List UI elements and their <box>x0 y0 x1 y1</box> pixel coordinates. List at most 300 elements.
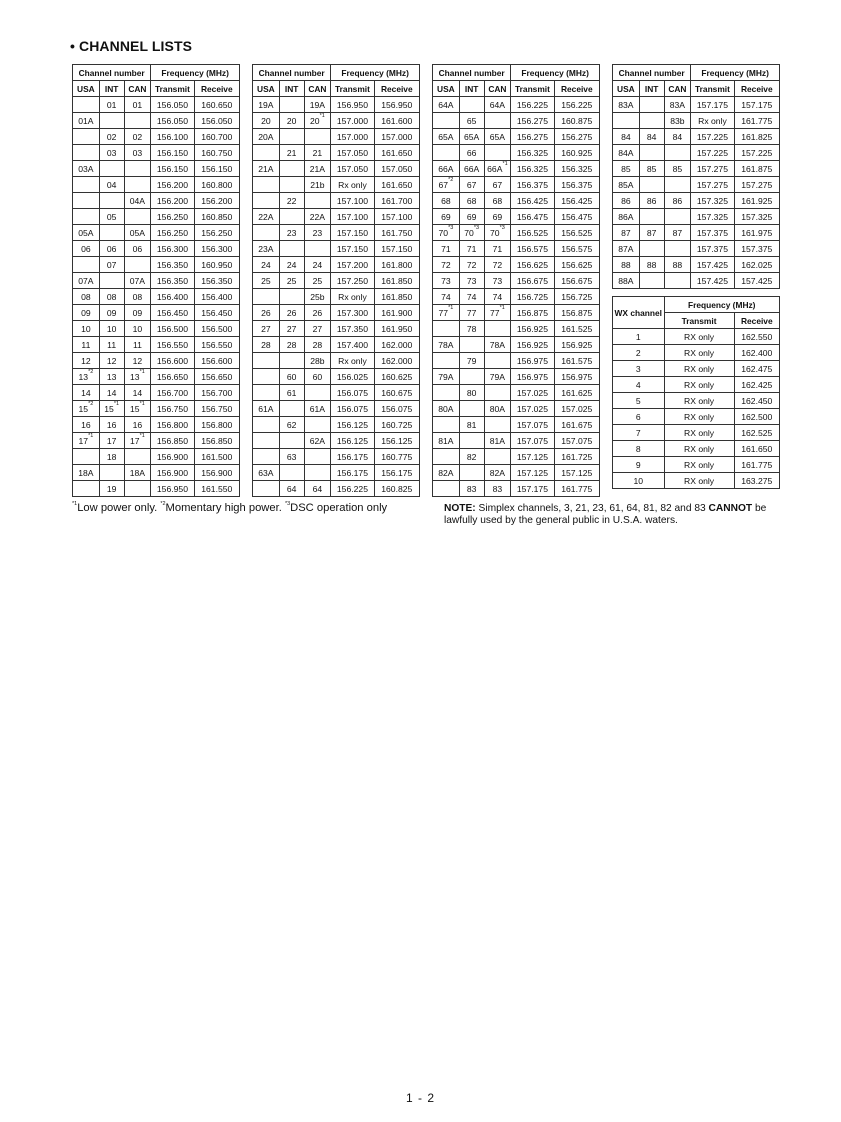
footnote-mark: *2 <box>88 368 94 375</box>
transmit-cell: Rx only <box>331 353 374 369</box>
footnotes <box>72 502 387 514</box>
int-cell <box>639 177 664 193</box>
table-row <box>433 401 600 417</box>
int-cell <box>99 273 124 289</box>
transmit-cell: 156.050 <box>151 113 194 129</box>
receive-cell: 161.675 <box>554 417 599 433</box>
usa-cell: 71 <box>433 241 460 257</box>
usa-cell: 01A <box>73 113 100 129</box>
usa-cell <box>253 145 280 161</box>
int-header: INT <box>99 81 124 97</box>
table-row <box>433 257 600 273</box>
footnote-mark: *1 <box>139 368 145 375</box>
usa-cell <box>253 289 280 305</box>
usa-cell: 23A <box>253 241 280 257</box>
transmit-cell: 156.850 <box>151 433 194 449</box>
receive-cell: 160.625 <box>374 369 419 385</box>
table-row <box>253 161 420 177</box>
int-cell: 79 <box>459 353 484 369</box>
can-cell <box>664 145 691 161</box>
usa-cell: 84A <box>613 145 640 161</box>
receive-cell: 161.650 <box>374 177 419 193</box>
table-gap <box>613 289 780 297</box>
usa-cell <box>253 481 280 497</box>
table-row <box>253 97 420 113</box>
wx-channel-cell: 1 <box>613 329 665 345</box>
can-cell: 61A <box>304 401 331 417</box>
wx-table-row <box>613 361 780 377</box>
usa-cell: 69 <box>433 209 460 225</box>
can-cell <box>484 353 511 369</box>
receive-cell: 157.050 <box>374 161 419 177</box>
receive-cell: 156.850 <box>194 433 239 449</box>
usa-cell <box>73 481 100 497</box>
receive-cell: 156.675 <box>554 273 599 289</box>
can-cell: 78A <box>484 337 511 353</box>
usa-cell <box>73 193 100 209</box>
table-row <box>613 273 780 289</box>
wx-transmit-cell: RX only <box>664 361 734 377</box>
can-cell <box>124 161 151 177</box>
wx-transmit-cell: RX only <box>664 345 734 361</box>
footnote-mark: *3 <box>473 224 480 231</box>
usa-cell: 77$^{*1}$ <box>433 305 460 321</box>
can-cell <box>484 417 511 433</box>
transmit-cell: 156.225 <box>331 481 374 497</box>
int-header: INT <box>639 81 664 97</box>
transmit-cell: 156.150 <box>151 145 194 161</box>
can-cell: 16 <box>124 417 151 433</box>
table-row <box>253 289 420 305</box>
transmit-cell: 157.125 <box>511 449 554 465</box>
int-cell <box>639 209 664 225</box>
can-cell: 25b <box>304 289 331 305</box>
wx-receive-cell: 162.425 <box>734 377 779 393</box>
transmit-cell: 156.100 <box>151 129 194 145</box>
receive-cell: 161.575 <box>554 353 599 369</box>
int-cell <box>639 241 664 257</box>
int-cell: 05 <box>99 209 124 225</box>
receive-cell: 161.625 <box>554 385 599 401</box>
int-cell <box>279 241 304 257</box>
footnote-mark: *1 <box>319 112 325 119</box>
usa-cell <box>433 145 460 161</box>
usa-cell: 27 <box>253 321 280 337</box>
can-cell: 81A <box>484 433 511 449</box>
int-header: INT <box>279 81 304 97</box>
usa-cell <box>73 129 100 145</box>
receive-cell: 160.850 <box>194 209 239 225</box>
int-cell <box>639 145 664 161</box>
table-row <box>253 225 420 241</box>
wx-channel-cell: 10 <box>613 473 665 489</box>
can-cell: 27 <box>304 321 331 337</box>
int-cell: 87 <box>639 225 664 241</box>
usa-cell: 13$^{*2}$ <box>73 369 100 385</box>
transmit-cell: 156.350 <box>151 273 194 289</box>
receive-cell: 156.700 <box>194 385 239 401</box>
can-cell: 69 <box>484 209 511 225</box>
receive-cell: 161.800 <box>374 257 419 273</box>
transmit-cell: 156.250 <box>151 209 194 225</box>
table-row <box>433 241 600 257</box>
table-row <box>73 369 240 385</box>
channel-table-1 <box>72 64 240 497</box>
receive-cell: 161.850 <box>374 273 419 289</box>
receive-cell: 156.900 <box>194 465 239 481</box>
int-cell <box>99 465 124 481</box>
table-row <box>253 321 420 337</box>
transmit-cell: 156.200 <box>151 177 194 193</box>
transmit-cell: 156.275 <box>511 113 554 129</box>
table-row <box>73 209 240 225</box>
int-cell: 12 <box>99 353 124 369</box>
transmit-cell: 156.750 <box>151 401 194 417</box>
can-cell <box>304 385 331 401</box>
usa-cell: 67$^{*2}$ <box>433 177 460 193</box>
wx-table-row <box>613 457 780 473</box>
footnote-mark: *1 <box>139 400 145 407</box>
can-cell: 82A <box>484 465 511 481</box>
usa-cell: 63A <box>253 465 280 481</box>
can-cell <box>124 177 151 193</box>
wx-receive-header: Receive <box>734 313 779 329</box>
int-cell <box>459 401 484 417</box>
table-row <box>613 241 780 257</box>
can-cell: 17$^{*1}$ <box>124 433 151 449</box>
usa-cell <box>73 209 100 225</box>
table-row <box>73 225 240 241</box>
usa-cell <box>433 481 460 497</box>
usa-cell: 73 <box>433 273 460 289</box>
int-cell <box>279 161 304 177</box>
usa-cell: 74 <box>433 289 460 305</box>
transmit-cell: 156.650 <box>151 369 194 385</box>
wx-receive-cell: 162.550 <box>734 329 779 345</box>
can-cell: 24 <box>304 257 331 273</box>
int-cell: 18 <box>99 449 124 465</box>
table-row <box>253 145 420 161</box>
table-row <box>73 161 240 177</box>
transmit-cell: 157.275 <box>691 177 734 193</box>
int-cell: 10 <box>99 321 124 337</box>
int-cell <box>99 225 124 241</box>
usa-cell: 86 <box>613 193 640 209</box>
usa-cell: 08 <box>73 289 100 305</box>
can-cell <box>664 177 691 193</box>
int-cell <box>459 337 484 353</box>
can-cell: 07A <box>124 273 151 289</box>
transmit-cell: 157.300 <box>331 305 374 321</box>
usa-cell: 05A <box>73 225 100 241</box>
receive-header: Receive <box>374 81 419 97</box>
footnote-mark: *2 <box>88 400 94 407</box>
table-row <box>253 113 420 129</box>
receive-cell: 161.700 <box>374 193 419 209</box>
usa-cell: 87A <box>613 241 640 257</box>
footnote-mark: *1 <box>139 432 145 439</box>
table-row <box>613 193 780 209</box>
table-row <box>253 433 420 449</box>
int-cell: 68 <box>459 193 484 209</box>
wx-table-row <box>613 345 780 361</box>
usa-cell: 88A <box>613 273 640 289</box>
int-cell: 23 <box>279 225 304 241</box>
transmit-cell: 156.450 <box>151 305 194 321</box>
table-row <box>73 321 240 337</box>
int-cell <box>279 353 304 369</box>
table-row <box>433 129 600 145</box>
usa-cell <box>253 385 280 401</box>
transmit-cell: 157.325 <box>691 193 734 209</box>
wx-channel-cell: 5 <box>613 393 665 409</box>
table-row <box>73 145 240 161</box>
usa-cell: 09 <box>73 305 100 321</box>
transmit-cell: 156.625 <box>511 257 554 273</box>
transmit-cell: 156.900 <box>151 449 194 465</box>
wx-table-row <box>613 329 780 345</box>
usa-cell: 83A <box>613 97 640 113</box>
can-cell: 85 <box>664 161 691 177</box>
can-cell <box>664 241 691 257</box>
wx-receive-cell: 162.500 <box>734 409 779 425</box>
int-cell: 65A <box>459 129 484 145</box>
int-cell <box>279 129 304 145</box>
usa-cell: 81A <box>433 433 460 449</box>
usa-cell <box>253 449 280 465</box>
int-cell: 19 <box>99 481 124 497</box>
transmit-cell: 157.100 <box>331 209 374 225</box>
int-cell: 65 <box>459 113 484 129</box>
usa-cell: 12 <box>73 353 100 369</box>
wx-transmit-cell: RX only <box>664 409 734 425</box>
table-row <box>433 417 600 433</box>
can-cell: 64A <box>484 97 511 113</box>
table-row <box>253 353 420 369</box>
wx-transmit-cell: RX only <box>664 473 734 489</box>
usa-cell <box>253 353 280 369</box>
transmit-cell: 157.050 <box>331 145 374 161</box>
usa-cell <box>253 193 280 209</box>
int-cell: 03 <box>99 145 124 161</box>
wx-channel-cell: 7 <box>613 425 665 441</box>
frequency-header: Frequency (MHz) <box>511 65 600 81</box>
int-cell: 13 <box>99 369 124 385</box>
wx-receive-cell: 162.525 <box>734 425 779 441</box>
can-cell <box>124 449 151 465</box>
note-label: NOTE: <box>444 503 476 514</box>
can-cell: 65A <box>484 129 511 145</box>
receive-cell: 161.900 <box>374 305 419 321</box>
wx-frequency-header: Frequency (MHz) <box>664 297 780 313</box>
table-row <box>253 337 420 353</box>
table-row <box>253 273 420 289</box>
can-cell: 21 <box>304 145 331 161</box>
can-cell <box>664 273 691 289</box>
channel-table-2 <box>252 64 420 497</box>
receive-cell: 160.875 <box>554 113 599 129</box>
receive-cell: 156.125 <box>374 433 419 449</box>
transmit-cell: 156.375 <box>511 177 554 193</box>
transmit-cell: 157.325 <box>691 209 734 225</box>
int-cell: 66 <box>459 145 484 161</box>
receive-cell: 157.175 <box>734 97 779 113</box>
channel-table-4 <box>612 64 780 489</box>
receive-cell: 156.325 <box>554 161 599 177</box>
usa-cell: 19A <box>253 97 280 113</box>
int-cell: 64 <box>279 481 304 497</box>
usa-header: USA <box>433 81 460 97</box>
can-cell: 06 <box>124 241 151 257</box>
receive-cell: 160.675 <box>374 385 419 401</box>
usa-cell: 26 <box>253 305 280 321</box>
receive-cell: 157.225 <box>734 145 779 161</box>
usa-cell: 25 <box>253 273 280 289</box>
can-cell <box>484 385 511 401</box>
usa-cell <box>73 257 100 273</box>
transmit-cell: 156.900 <box>151 465 194 481</box>
transmit-cell: 156.175 <box>331 465 374 481</box>
note-text-end: be lawfully used by the general public in U.S.A. waters. <box>444 503 767 526</box>
transmit-cell: 157.275 <box>691 161 734 177</box>
usa-cell: 06 <box>73 241 100 257</box>
transmit-cell: 157.075 <box>511 417 554 433</box>
transmit-cell: 157.150 <box>331 225 374 241</box>
can-cell: 19A <box>304 97 331 113</box>
wx-receive-cell: 162.450 <box>734 393 779 409</box>
wx-table-row <box>613 377 780 393</box>
int-cell: 25 <box>279 273 304 289</box>
can-cell: 60 <box>304 369 331 385</box>
receive-cell: 161.650 <box>374 145 419 161</box>
transmit-header: Transmit <box>511 81 554 97</box>
table-row <box>433 481 600 497</box>
wx-transmit-cell: RX only <box>664 457 734 473</box>
table-row <box>433 145 600 161</box>
transmit-cell: 156.500 <box>151 321 194 337</box>
table-row <box>73 433 240 449</box>
can-cell: 21b <box>304 177 331 193</box>
receive-cell: 156.800 <box>194 417 239 433</box>
usa-cell <box>433 417 460 433</box>
transmit-cell: 156.075 <box>331 401 374 417</box>
table-row <box>433 385 600 401</box>
can-cell <box>124 257 151 273</box>
receive-header: Receive <box>194 81 239 97</box>
receive-cell: 161.825 <box>734 129 779 145</box>
transmit-cell: 156.975 <box>511 353 554 369</box>
can-cell: 72 <box>484 257 511 273</box>
usa-cell: 11 <box>73 337 100 353</box>
receive-cell: 161.950 <box>374 321 419 337</box>
wx-channel-cell: 4 <box>613 377 665 393</box>
table-row <box>613 177 780 193</box>
can-cell: 62A <box>304 433 331 449</box>
int-cell: 85 <box>639 161 664 177</box>
receive-cell: 161.775 <box>734 113 779 129</box>
int-cell: 07 <box>99 257 124 273</box>
channel-number-header: Channel number <box>253 65 331 81</box>
can-cell <box>304 193 331 209</box>
int-cell <box>279 289 304 305</box>
transmit-cell: 156.300 <box>151 241 194 257</box>
table-row <box>73 481 240 497</box>
wx-transmit-cell: RX only <box>664 425 734 441</box>
transmit-cell: 156.050 <box>151 97 194 113</box>
footnote-mark: *1 <box>88 432 94 439</box>
int-cell: 73 <box>459 273 484 289</box>
transmit-cell: 156.925 <box>511 321 554 337</box>
wx-transmit-cell: RX only <box>664 329 734 345</box>
table-row <box>433 97 600 113</box>
can-cell: 80A <box>484 401 511 417</box>
usa-cell: 88 <box>613 257 640 273</box>
transmit-cell: 156.475 <box>511 209 554 225</box>
can-cell: 88 <box>664 257 691 273</box>
receive-cell: 157.325 <box>734 209 779 225</box>
receive-cell: 162.025 <box>734 257 779 273</box>
int-cell <box>279 209 304 225</box>
usa-cell <box>73 145 100 161</box>
transmit-cell: 156.725 <box>511 289 554 305</box>
receive-cell: 160.650 <box>194 97 239 113</box>
receive-cell: 156.275 <box>554 129 599 145</box>
table-row <box>433 369 600 385</box>
transmit-cell: 157.425 <box>691 273 734 289</box>
transmit-cell: 157.150 <box>331 241 374 257</box>
can-cell: 12 <box>124 353 151 369</box>
int-cell <box>459 97 484 113</box>
table-row <box>73 289 240 305</box>
can-cell: 14 <box>124 385 151 401</box>
receive-cell: 160.925 <box>554 145 599 161</box>
transmit-cell: 157.250 <box>331 273 374 289</box>
receive-header: Receive <box>554 81 599 97</box>
footnote-mark: *3 <box>448 224 454 231</box>
receive-cell: 156.300 <box>194 241 239 257</box>
can-cell <box>124 113 151 129</box>
int-cell: 17 <box>99 433 124 449</box>
can-cell: 09 <box>124 305 151 321</box>
table-row <box>253 385 420 401</box>
receive-cell: 160.725 <box>374 417 419 433</box>
int-cell <box>279 97 304 113</box>
receive-cell: 160.950 <box>194 257 239 273</box>
wx-receive-cell: 162.475 <box>734 361 779 377</box>
can-header: CAN <box>124 81 151 97</box>
table-row <box>73 129 240 145</box>
wx-transmit-cell: RX only <box>664 377 734 393</box>
transmit-cell: 157.425 <box>691 257 734 273</box>
can-cell: $66A^{*1}$ <box>484 161 511 177</box>
can-cell: 21A <box>304 161 331 177</box>
table-row <box>613 161 780 177</box>
can-cell: 22A <box>304 209 331 225</box>
receive-cell: 161.750 <box>374 225 419 241</box>
transmit-cell: 156.875 <box>511 305 554 321</box>
usa-cell: 20 <box>253 113 280 129</box>
usa-cell: 18A <box>73 465 100 481</box>
transmit-cell: 156.275 <box>511 129 554 145</box>
transmit-cell: 157.175 <box>691 97 734 113</box>
usa-cell <box>433 449 460 465</box>
int-cell: 28 <box>279 337 304 353</box>
usa-cell <box>73 97 100 113</box>
usa-header: USA <box>73 81 100 97</box>
transmit-cell: 156.225 <box>511 97 554 113</box>
table-row <box>73 401 240 417</box>
transmit-cell: 156.250 <box>151 225 194 241</box>
